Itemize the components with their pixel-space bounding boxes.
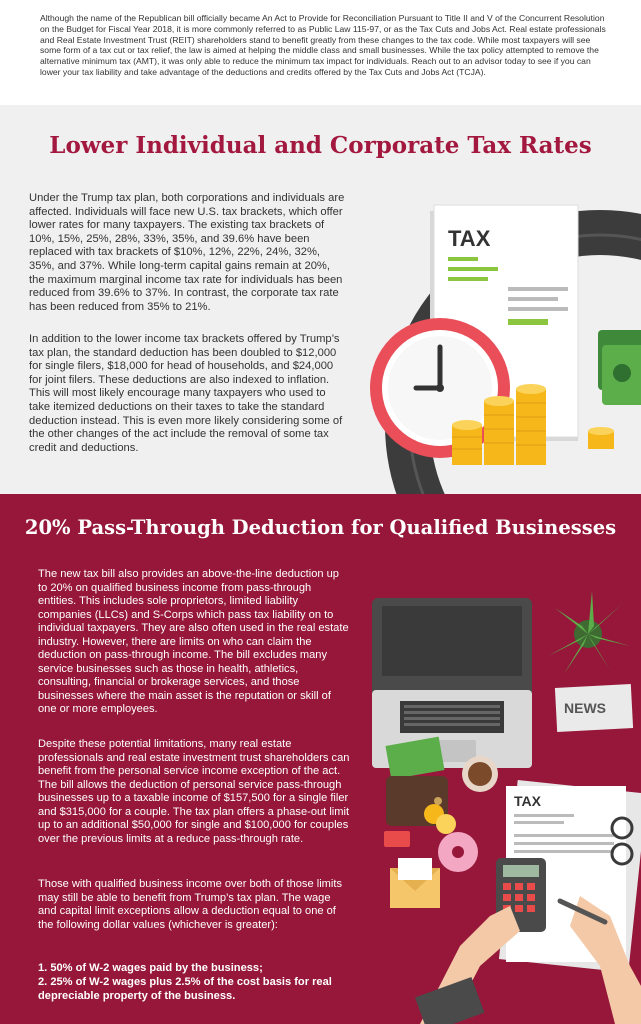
section1-paragraph-1: Under the Trump tax plan, both corporations and individuals are affected. Individuals will face new U.S. tax brackets, which offer lower rates for many taxpayers. The existing tax brackets of 10%, 15%, 25%, 28%, 33%, 35%, and 39.6% have been replaced with tax brackets of $10%, 12%, 22%, 24%, 32%, 35%, and 37%. While long-term capital gains remain at 20%, the maximum marginal income tax rate for individuals has been reduced from 39.6% to 37%. In contrast, the corporate tax rate has been reduced from 35% to 21%. bbox=[29, 192, 345, 313]
coins-icon bbox=[424, 804, 456, 834]
tax-form-heading: TAX bbox=[514, 793, 541, 809]
tax-doc-heading: TAX bbox=[448, 226, 491, 251]
section-lower-tax-rates bbox=[0, 105, 641, 494]
coffee-cup-icon bbox=[462, 756, 498, 792]
plant-icon bbox=[548, 591, 630, 674]
section2-paragraph-2: Despite these potential limitations, many real estate professionals and real estate investment trust shareholders can benefit from the personal service income exception of the act. The bill allows the deduction of personal service pass-through businesses up to a taxable income of $157,500 for a single filer and $315,000 for a couple. The tax plan offers a phase-out limit up to an additional $50,000 for single and $100,000 for couples over the previous limits at a reduce pass-through rate. bbox=[38, 738, 350, 845]
section1-paragraph-2: In addition to the lower income tax brackets offered by Trump’s tax plan, the standard deduction has been doubled to $12,000 for single filers, $18,000 for head of households, and $24,000 for joint filers. These deductions are also indexed to inflation. This will most likely encourage many taxpayers who used to take itemized deductions on their taxes to take the standard deduction instead. This is even more likely considering some of the other changes of the act include the removal of some tax credit and deductions. bbox=[29, 333, 343, 454]
section1-title: Lower Individual and Corporate Tax Rates bbox=[49, 132, 592, 159]
laptop-icon bbox=[372, 598, 532, 768]
newspaper-icon bbox=[555, 684, 633, 732]
money-stack-icon bbox=[598, 330, 641, 405]
section2-paragraph-1: The new tax bill also provides an above-the-line deduction up to 20% on qualified business income from pass-through entities. This includes sole proprietors, limited liability companies (LLCs) and S-Corps which pass tax liability on to individual taxpayers. They are also often used in the real estate industry. However, there are limits on who can claim the deduction on pass-through income. The bill excludes many service businesses such as those in health, athletics, consulting, financial or brokerage services, and those businesses where the main asset is the reputation or skill of one or more employees. bbox=[38, 568, 349, 715]
office-desk-illustration bbox=[360, 586, 641, 1024]
section2-title: 20% Pass-Through Deduction for Qualified Businesses bbox=[24, 516, 617, 539]
credit-card-icon bbox=[384, 831, 410, 847]
tax-clock-illustration bbox=[360, 195, 641, 494]
section2-paragraph-3: Those with qualified business income over both of those limits may still be able to benefit from Trump’s tax plan. The wage and capital limit exceptions allow a deduction equal to one of the following dollar values (whichever is greater): bbox=[38, 878, 343, 931]
news-label: NEWS bbox=[564, 700, 606, 716]
intro-text: Although the name of the Republican bill officially became An Act to Provide for Reconciliation Pursuant to Title II and V of the Concurrent Resolution on the Budget for Fiscal Year 2018, it is more commonly referred to as Public Law 115-97, or as the Tax Cuts and Jobs Act. Real estate professionals and Real Estate Investment Trust (REIT) shareholders stand to benefit greatly from these changes to the tax code. While most taxpayers will see some form of a tax cut or tax relief, the law is aimed at helping the middle class and small businesses. While the tax policy attempted to remove the alternative minimum tax (AMT), it was only able to reduce the minimum tax impact for individuals. Reach out to an advisor today to see if you can lower your tax liability and take advantage of the deductions and credits offered by the Tax Cuts and Jobs Act (TCJA). bbox=[40, 13, 606, 77]
donut-icon bbox=[438, 832, 478, 872]
section-pass-through-deduction bbox=[0, 494, 641, 1024]
intro-block bbox=[0, 0, 641, 105]
section2-list-item-2: 2. 25% of W-2 wages plus 2.5% of the cost basis for real depreciable property of the business. bbox=[38, 976, 332, 1002]
envelope-icon bbox=[390, 858, 440, 908]
section2-list-item-1: 1. 50% of W-2 wages paid by the business; bbox=[38, 962, 263, 974]
